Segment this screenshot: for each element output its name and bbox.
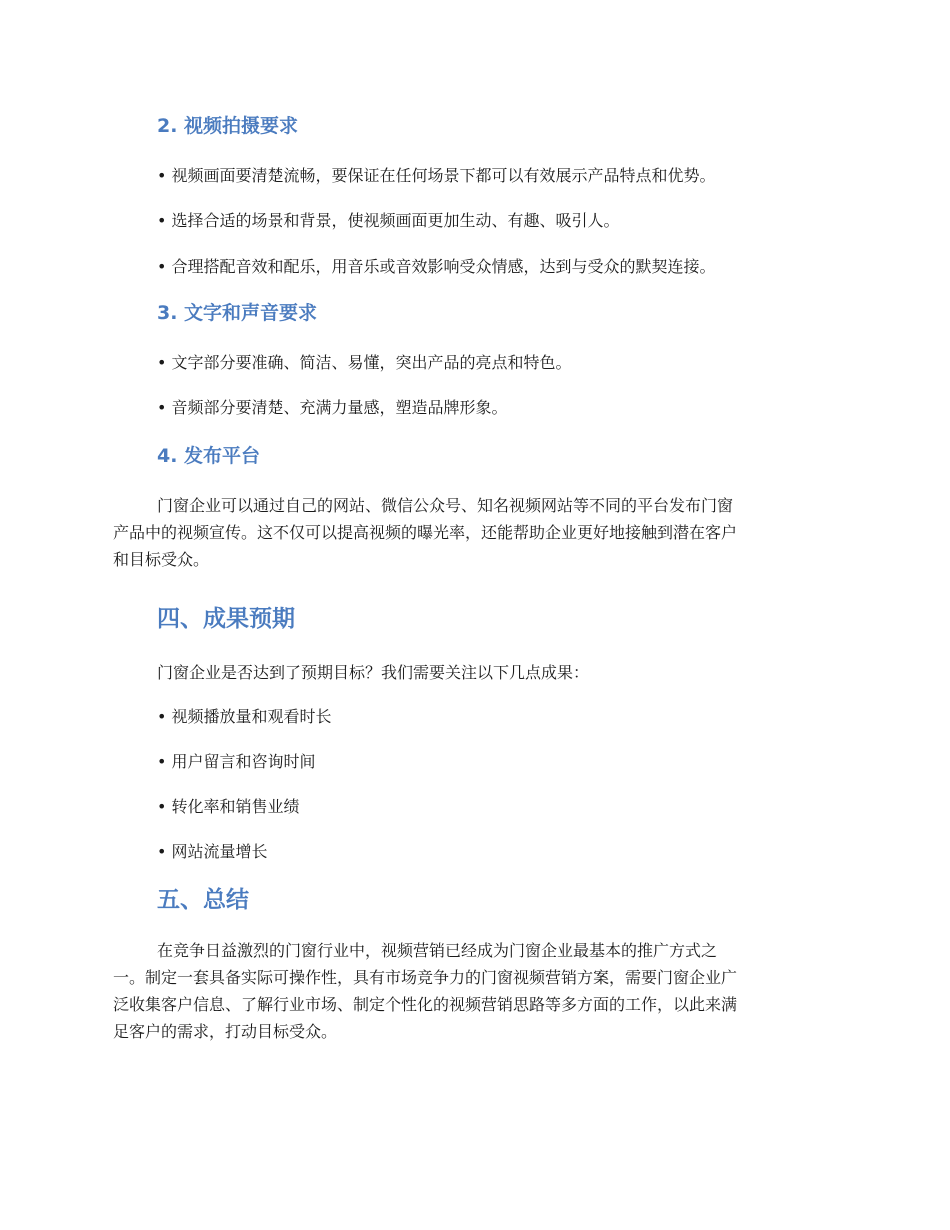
paragraph-line: 一。制定一套具备实际可操作性，具有市场竞争力的门窗视频营销方案，需要门窗企业广 [113,968,738,987]
bullet-item: • 视频播放量和观看时长 [157,707,332,726]
section-heading-summary: 五、总结 [157,887,249,913]
paragraph-summary [113,937,843,1045]
paragraph-line: 和目标受众。 [113,550,210,569]
paragraph-line: 足客户的需求，打动目标受众。 [113,1022,338,1041]
bullet-item: • 合理搭配音效和配乐，用音乐或音效影响受众情感，达到与受众的默契连接。 [157,257,716,276]
bullet-item: • 视频画面要清楚流畅，要保证在任何场景下都可以有效展示产品特点和优势。 [157,166,716,185]
bullet-item: • 选择合适的场景和背景，使视频画面更加生动、有趣、吸引人。 [157,211,620,230]
section-heading-expectations: 四、成果预期 [157,606,295,632]
section-heading-video-shooting: 2. 视频拍摄要求 [157,115,299,137]
paragraph-platform [113,492,843,573]
paragraph-line: 门窗企业可以通过自己的网站、微信公众号、知名视频网站等不同的平台发布门窗 [157,496,734,515]
bullet-item: • 转化率和销售业绩 [157,797,300,816]
bullet-item: • 音频部分要清楚、充满力量感，塑造品牌形象。 [157,398,508,417]
section-heading-text-audio: 3. 文字和声音要求 [157,302,318,324]
paragraph-line: 泛收集客户信息、了解行业市场、制定个性化的视频营销思路等多方面的工作，以此来满 [113,995,738,1014]
bullet-item: • 用户留言和咨询时间 [157,752,316,771]
paragraph-line: 在竞争日益激烈的门窗行业中，视频营销已经成为门窗企业最基本的推广方式之 [157,941,718,960]
section-heading-platform: 4. 发布平台 [157,445,261,467]
bullet-item: • 网站流量增长 [157,842,268,861]
paragraph-expectations-intro: 门窗企业是否达到了预期目标？我们需要关注以下几点成果： [157,663,590,682]
bullet-item: • 文字部分要准确、简洁、易懂，突出产品的亮点和特色。 [157,353,572,372]
paragraph-line: 产品中的视频宣传。这不仅可以提高视频的曝光率，还能帮助企业更好地接触到潜在客户 [113,523,738,542]
